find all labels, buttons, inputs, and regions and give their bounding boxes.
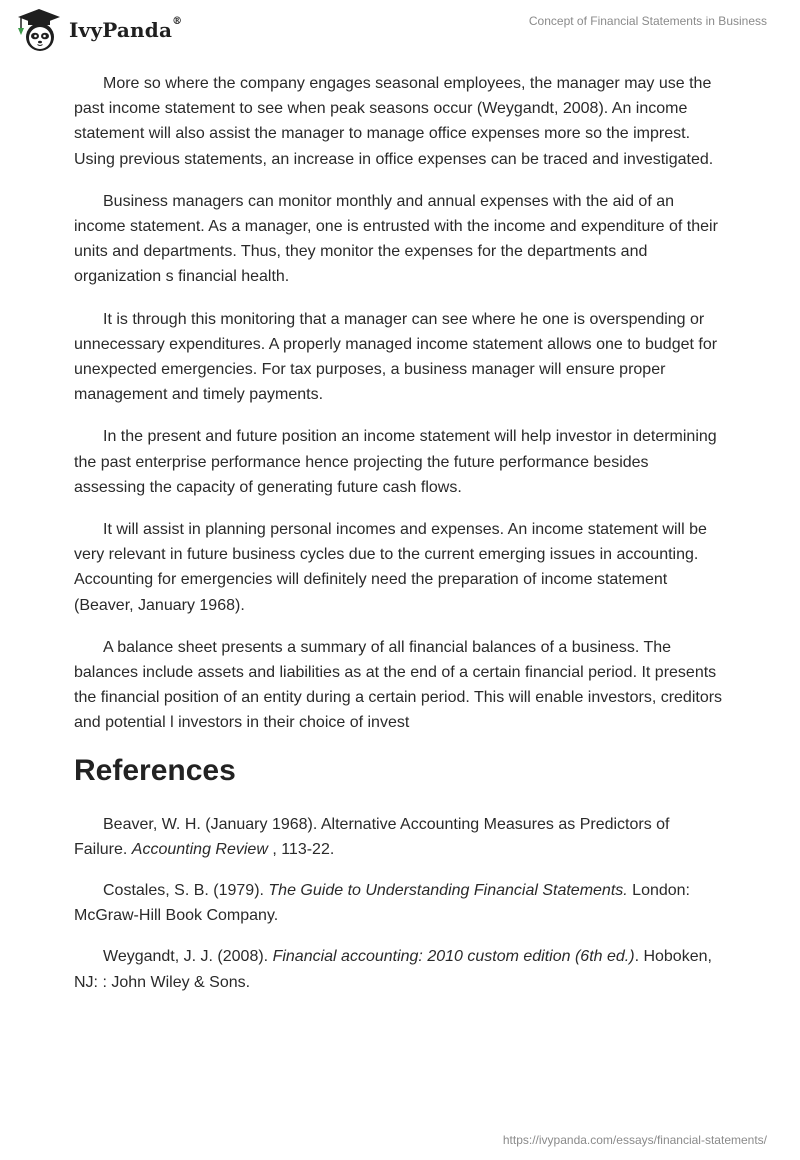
body-paragraph: It will assist in planning personal incomes and expenses. An income statement will be very relevant in future business cycles due to the current emerging issues in accounting. Accounting for emergencies will definitely need the preparation of income statement (Beaver, January 1968). bbox=[74, 521, 707, 614]
page-header bbox=[0, 0, 800, 60]
panda-graduate-icon bbox=[15, 7, 63, 53]
document-title: Concept of Financial Statements in Business bbox=[528, 14, 767, 28]
body-paragraph: More so where the company engages seasonal employees, the manager may use the past income statement to see when peak seasons occur (Weygandt, 2008). An income statement will also assist the manager to manage office expenses more so the imprest. Using previous statements, an increase in office expenses can be traced and investigated. bbox=[74, 75, 714, 168]
reference-item: Weygandt, J. J. (2008). Financial accounting: 2010 custom edition (6th ed.). Hoboken, NJ: : John Wiley & Sons. bbox=[74, 948, 712, 991]
reference-item: Costales, S. B. (1979). The Guide to Understanding Financial Statements. London: McGraw-Hill Book Company. bbox=[74, 882, 690, 925]
body-paragraph: It is through this monitoring that a manager can see where he one is overspending or unnecessary expenditures. A properly managed income statement allows one to budget for unexpected emergencies. For tax purposes, a business manager will ensure proper management and timely payments. bbox=[74, 310, 718, 404]
brand-name: IvyPanda® bbox=[69, 16, 183, 42]
body-paragraph: Business managers can monitor monthly and annual expenses with the aid of an income statement. As a manager, one is entrusted with the income and expenditure of their units and departments. Thus, they monitor the expenses for the departments and organization s financial health. bbox=[74, 192, 718, 286]
body-paragraph: A balance sheet presents a summary of all financial balances of a business. The balances include assets and liabilities as at the end of a certain financial period. It presents the financial position of an entity during a certain period. This will enable investors, creditors and potential l investors in their choice of invest bbox=[74, 638, 723, 732]
body-paragraph: In the present and future position an income statement will help investor in determining the past enterprise performance hence projecting the future performance besides assessing the capacity of generating future cash flows. bbox=[74, 428, 717, 496]
essay-content bbox=[74, 71, 724, 1011]
references-heading: References bbox=[74, 753, 236, 787]
source-url-link[interactable]: https://ivypanda.com/essays/financial-statements/ bbox=[502, 1133, 767, 1147]
reference-item: Beaver, W. H. (January 1968). Alternative Accounting Measures as Predictors of Failure. Accounting Review , 113-22. bbox=[74, 815, 670, 858]
brand-logo[interactable] bbox=[15, 7, 182, 53]
